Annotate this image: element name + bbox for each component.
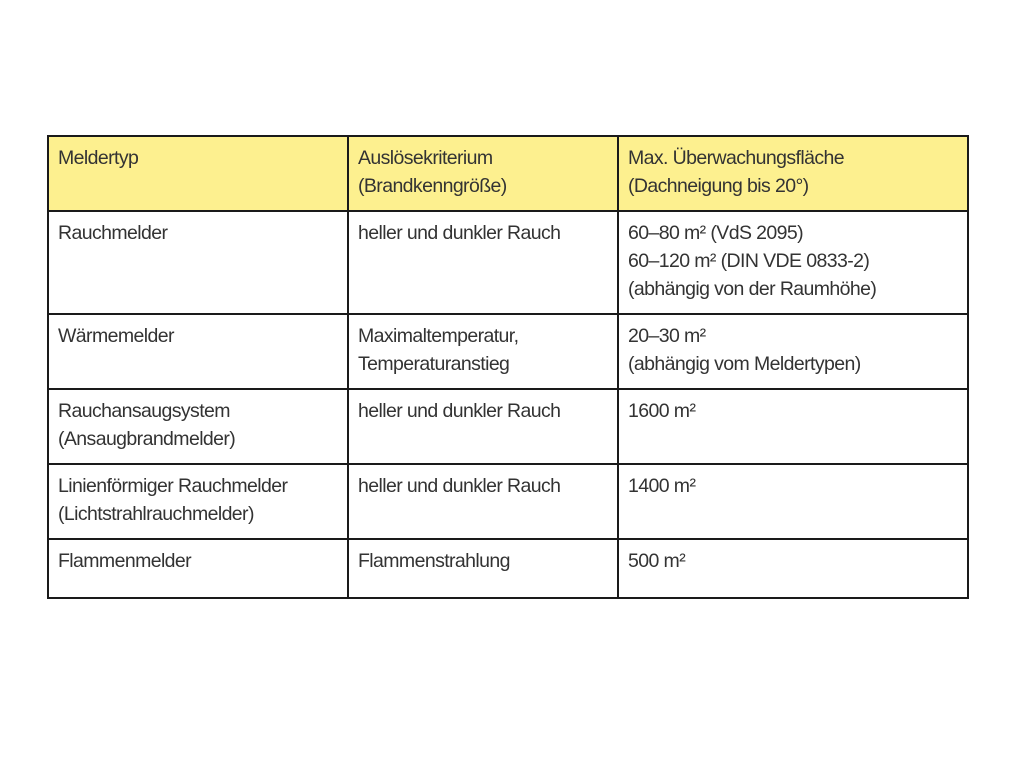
table-row (48, 389, 968, 464)
cell-line: (Lichtstrahlrauchmelder) (58, 503, 254, 525)
cell-line: (Ansaugbrandmelder) (58, 428, 236, 450)
cell-detector-type (48, 211, 348, 314)
header-max-monitoring-area-line: (Dachneigung bis 20°) (628, 175, 809, 197)
cell-line: Rauchmelder (58, 222, 168, 244)
cell-line: Temperaturanstieg (358, 353, 510, 375)
header-detector-type-line: Meldertyp (58, 147, 139, 169)
cell-line: Flammenmelder (58, 550, 192, 572)
header-trigger-criterion (348, 136, 618, 211)
cell-line: 1600 m² (628, 400, 696, 422)
cell-trigger-criterion (348, 464, 618, 539)
cell-max-area (618, 314, 968, 389)
detector-comparison-table (47, 135, 969, 599)
cell-max-area (618, 464, 968, 539)
header-max-monitoring-area (618, 136, 968, 211)
cell-trigger-criterion (348, 211, 618, 314)
cell-line: 1400 m² (628, 475, 696, 497)
cell-detector-type (48, 539, 348, 598)
cell-detector-type (48, 464, 348, 539)
cell-trigger-criterion (348, 389, 618, 464)
header-detector-type (48, 136, 348, 211)
header-trigger-criterion-line: (Brandkenngröße) (358, 175, 507, 197)
cell-trigger-criterion (348, 314, 618, 389)
cell-line: Linienförmiger Rauchmelder (58, 475, 288, 497)
header-max-monitoring-area-line: Max. Überwachungsfläche (628, 147, 844, 169)
cell-line: (abhängig von der Raumhöhe) (628, 278, 877, 300)
cell-line: 60–120 m² (DIN VDE 0833-2) (628, 250, 870, 272)
cell-line: Rauchansaugsystem (58, 400, 230, 422)
cell-line: heller und dunkler Rauch (358, 475, 561, 497)
cell-max-area (618, 211, 968, 314)
table-row (48, 211, 968, 314)
cell-detector-type (48, 314, 348, 389)
table-header-row (48, 136, 968, 211)
cell-line: 20–30 m² (628, 325, 706, 347)
cell-line: heller und dunkler Rauch (358, 400, 561, 422)
table-row (48, 539, 968, 598)
cell-line: 60–80 m² (VdS 2095) (628, 222, 804, 244)
cell-line: heller und dunkler Rauch (358, 222, 561, 244)
cell-max-area (618, 389, 968, 464)
cell-line: Wärmemelder (58, 325, 174, 347)
cell-line: 500 m² (628, 550, 686, 572)
table-row (48, 464, 968, 539)
cell-detector-type (48, 389, 348, 464)
cell-line: Flammenstrahlung (358, 550, 510, 572)
cell-trigger-criterion (348, 539, 618, 598)
cell-max-area (618, 539, 968, 598)
table-row (48, 314, 968, 389)
header-trigger-criterion-line: Auslösekriterium (358, 147, 493, 169)
cell-line: (abhängig vom Meldertypen) (628, 353, 861, 375)
cell-line: Maximaltemperatur, (358, 325, 519, 347)
